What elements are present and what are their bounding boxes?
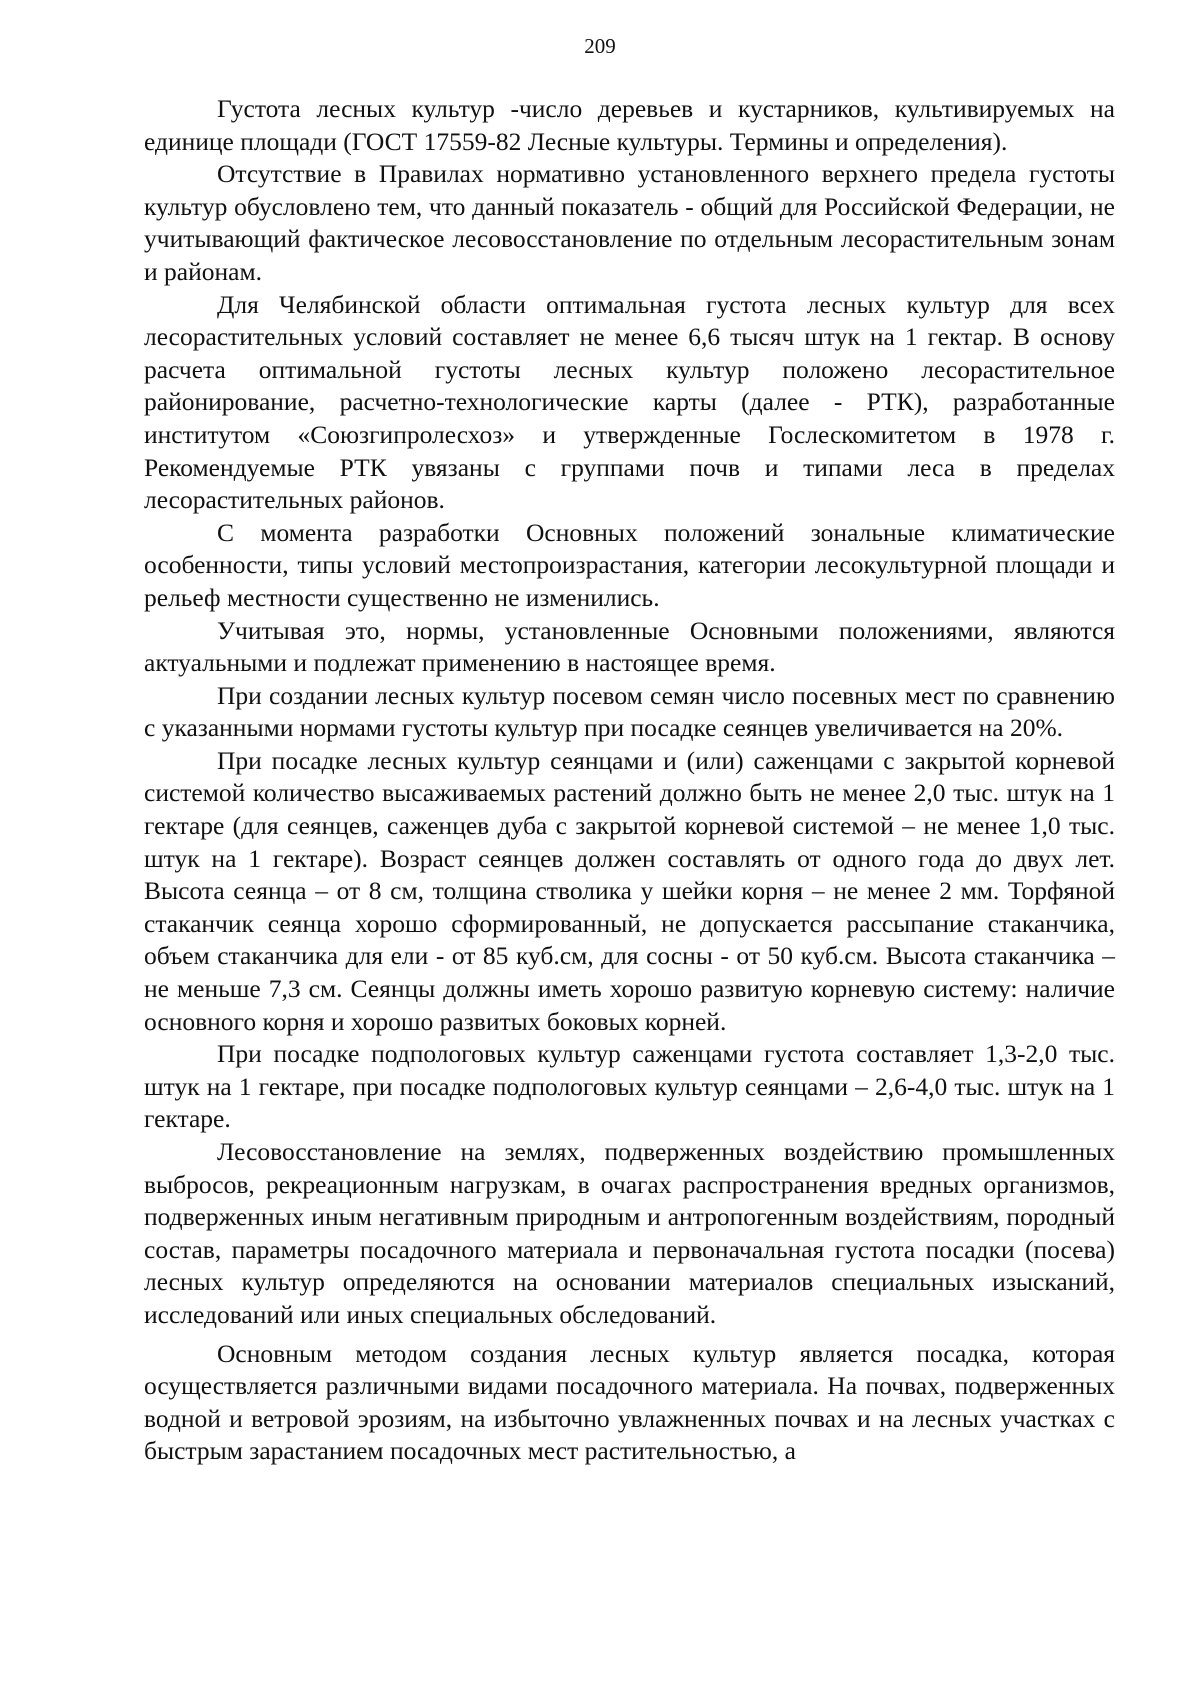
document-body [144,93,1115,1468]
paragraph-seeding-increase: При создании лесных культур посевом семян число посевных мест по сравнению с указанными нормами густоты культур при посадке сеянцев увеличивается на 20%. [144,680,1115,743]
paragraph-upper-limit: Отсутствие в Правилах нормативно установленного верхнего предела густоты культур обусловлено тем, что данный показатель - общий для Российской Федерации, не учитывающий фактическое лесовосстановление по отдельным лесорастительным зонам и районам. [144,159,1115,286]
paragraph-chelyabinsk-density: Для Челябинской области оптимальная густота лесных культур для всех лесорастительных условий составляет не менее 6,6 тысяч штук на 1 гектар. В основу расчета оптимальной густоты лесных культур положено лесорастительное районирование, расчетно-технологические карты (далее - РТК), разработанные институтом «Союзгипролесхоз» и утвержденные Гослескомитетом в 1978 г. Рекомендуемые РТК увязаны с группами почв и типами леса в пределах лесорастительных районов. [144,289,1115,515]
page-number: 209 [584,34,616,58]
paragraph-undercanopy-planting: При посадке подпологовых культур саженцами густота составляет 1,3-2,0 тыс. штук на 1 гектаре, при посадке подпологовых культур сеянцами – 2,6-4,0 тыс. штук на 1 гектаре. [144,1039,1115,1134]
paragraph-special-surveys: Лесовосстановление на землях, подверженных воздействию промышленных выбросов, рекреационным нагрузкам, в очагах распространения вредных организмов, подверженных иным негативным природным и антропогенным воздействиям, породный состав, параметры посадочного материала и первоначальная густота посадки (посева) лесных культур определяются на основании материалов специальных изысканий, исследований или иных специальных обследований. [144,1137,1115,1329]
paragraph-density-definition: Густота лесных культур -число деревьев и кустарников, культивируемых на единице площади (ГОСТ 17559-82 Лесные культуры. Термины и определения). [144,94,1115,156]
paragraph-closed-root-seedlings: При посадке лесных культур сеянцами и (или) саженцами с закрытой корневой системой количество высаживаемых растений должно быть не менее 2,0 тыс. штук на 1 гектаре (для сеянцев, саженцев дуба с закрытой корневой системой – не менее 1,0 тыс. штук на 1 гектаре). Возраст сеянцев должен составлять от одного года до двух лет. Высота сеянца – от 8 см, толщина стволика у шейки корня – не менее 2 мм. Торфяной стаканчик сеянца хорошо сформированный, не допускается рассыпание стаканчика, объем стаканчика для ели - от 85 куб.см, для сосны - от 50 куб.см. Высота стаканчика – не меньше 7,3 см. Сеянцы должны иметь хорошо развитую корневую систему: наличие основного корня и хорошо развитых боковых корней. [144,745,1115,1036]
paragraph-conditions-unchanged: С момента разработки Основных положений зональные климатические особенности, типы условий местопроизрастания, категории лесокультурной площади и рельеф местности существенно не изменились. [144,517,1115,612]
paragraph-norms-actual: Учитывая это, нормы, установленные Основными положениями, являются актуальными и подлежат применению в настоящее время. [144,615,1115,678]
paragraph-planting-method: Основным методом создания лесных культур является посадка, которая осуществляется различными видами посадочного материала. На почвах, подверженных водной и ветровой эрозиям, на избыточно увлажненных почвах и на лесных участках с быстрым зарастанием посадочных мест растительностью, а [144,1338,1115,1466]
